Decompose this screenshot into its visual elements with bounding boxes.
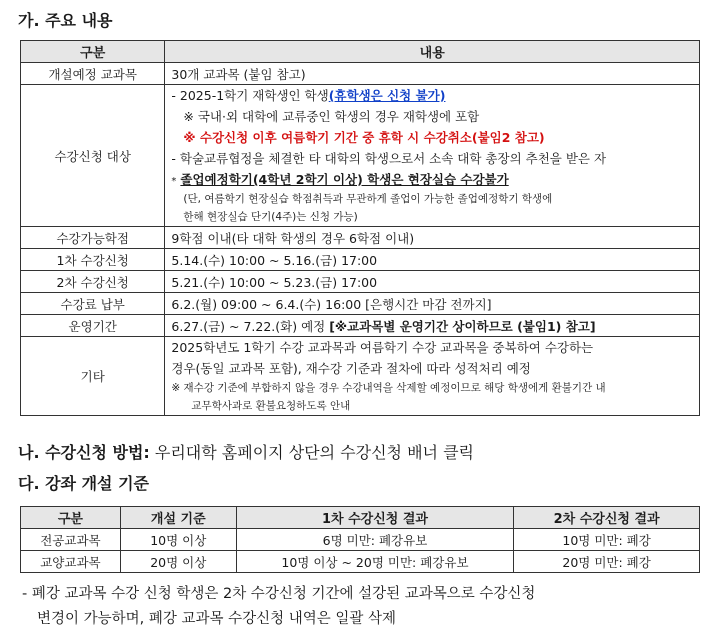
table-row bbox=[21, 529, 700, 551]
table-cell: 전공교과목 bbox=[21, 529, 121, 551]
row-label: 수강료 납부 bbox=[21, 293, 165, 315]
table-header-row bbox=[21, 41, 700, 63]
other-line: 2025학년도 1학기 수강 교과목과 여름학기 수강 교과목을 중복하여 수강하는 bbox=[171, 340, 594, 355]
refund-note: ※ 재수강 기준에 부합하지 않을 경우 수강내역을 삭제할 예정이므로 해당 학생에게 환불기간 내 bbox=[171, 382, 606, 394]
section-b-text: 우리대학 홈페이지 상단의 수강신청 배너 클릭 bbox=[149, 443, 474, 462]
header-first-result: 1차 수강신청 결과 bbox=[236, 507, 514, 529]
internship-exception-2: 한해 현장실습 단기(4주)는 신청 가능) bbox=[183, 211, 358, 223]
row-content bbox=[165, 85, 700, 227]
section-c-heading: 다. 강좌 개설 기준 bbox=[18, 474, 149, 493]
row-label: 1차 수강신청 bbox=[21, 249, 165, 271]
row-content: 5.21.(수) 10:00 ~ 5.23.(금) 17:00 bbox=[165, 271, 700, 293]
row-label: 개설예정 교과목 bbox=[21, 63, 165, 85]
row-label: 운영기간 bbox=[21, 315, 165, 337]
table-cell: 10명 이상 ~ 20명 미만: 폐강유보 bbox=[236, 551, 514, 573]
row-content: 9학점 이내(타 대학 학생의 경우 6학점 이내) bbox=[165, 227, 700, 249]
eligibility-line bbox=[171, 85, 699, 106]
table-row bbox=[21, 337, 700, 416]
asterisk-mark: * bbox=[171, 176, 177, 187]
internship-line bbox=[171, 169, 699, 190]
table-row bbox=[21, 271, 700, 293]
section-b-title: 나. 수강신청 방법: bbox=[18, 443, 150, 462]
withdrawal-warning: ※ 수강신청 이후 여름학기 기간 중 휴학 시 수강취소(붙임2 참고) bbox=[183, 130, 545, 145]
period-dates: 6.27.(금) ~ 7.22.(화) 예정 bbox=[171, 318, 330, 334]
table-cell: 교양교과목 bbox=[21, 551, 121, 573]
table-cell: 10명 미만: 폐강 bbox=[514, 529, 700, 551]
row-label: 수강가능학점 bbox=[21, 227, 165, 249]
table-cell: 10명 이상 bbox=[120, 529, 236, 551]
table-cell: 6명 미만: 폐강유보 bbox=[236, 529, 514, 551]
table-row bbox=[21, 85, 700, 227]
table-row bbox=[21, 315, 700, 337]
row-label: 수강신청 대상 bbox=[21, 85, 165, 227]
table-row bbox=[21, 293, 700, 315]
other-line: 경우(동일 교과목 포함), 재수강 기준과 절차에 따라 성적처리 예정 bbox=[171, 361, 531, 376]
section-a-heading: 가. 주요 내용 bbox=[18, 11, 113, 30]
partner-university-line: - 학술교류협정을 체결한 타 대학의 학생으로서 소속 대학 총장의 추천을 받은 자 bbox=[171, 151, 607, 166]
internship-exception-1: (단, 여름학기 현장실습 학점취득과 무관하게 졸업이 가능한 졸업예정학기 학생에 bbox=[183, 193, 553, 205]
section-b-heading bbox=[18, 440, 474, 463]
row-content: 30개 교과목 (붙임 참고) bbox=[165, 63, 700, 85]
course-criteria-table bbox=[20, 506, 700, 573]
table-row bbox=[21, 551, 700, 573]
header-category: 구분 bbox=[21, 41, 165, 63]
table-row bbox=[21, 63, 700, 85]
cancellation-note-2: 변경이 가능하며, 폐강 교과목 수강신청 내역은 일괄 삭제 bbox=[37, 611, 397, 627]
row-content: 5.14.(수) 10:00 ~ 5.16.(금) 17:00 bbox=[165, 249, 700, 271]
cancellation-note-1: - 폐강 교과목 수강 신청 학생은 2차 수강신청 기간에 설강된 교과목으로 수강신청 bbox=[22, 586, 536, 602]
header-second-result: 2차 수강신청 결과 bbox=[514, 507, 700, 529]
row-content: 6.2.(월) 09:00 ~ 6.4.(수) 16:00 [은행시간 마감 전까지] bbox=[165, 293, 700, 315]
row-label: 2차 수강신청 bbox=[21, 271, 165, 293]
table-header-row bbox=[21, 507, 700, 529]
row-content bbox=[165, 337, 700, 416]
header-criteria: 개설 기준 bbox=[120, 507, 236, 529]
table-row bbox=[21, 227, 700, 249]
eligibility-text: - 2025-1학기 재학생인 학생 bbox=[171, 88, 329, 103]
exchange-note: ※ 국내·외 대학에 교류중인 학생의 경우 재학생에 포함 bbox=[183, 109, 480, 124]
internship-restriction: 졸업예정학기(4학년 2학기 이상) 학생은 현장실습 수강불가 bbox=[180, 172, 509, 187]
table-row bbox=[21, 249, 700, 271]
period-note: [※교과목별 운영기간 상이하므로 (붙임1) 참고] bbox=[329, 318, 596, 334]
row-label: 기타 bbox=[21, 337, 165, 416]
refund-note-cont: 교무학사과로 환불요청하도록 안내 bbox=[191, 400, 351, 412]
table-cell: 20명 이상 bbox=[120, 551, 236, 573]
row-content bbox=[165, 315, 700, 337]
main-info-table bbox=[20, 40, 700, 416]
leave-student-note: (휴학생은 신청 불가) bbox=[328, 88, 446, 103]
table-cell: 20명 미만: 폐강 bbox=[514, 551, 700, 573]
header-content: 내용 bbox=[165, 41, 700, 63]
header-category: 구분 bbox=[21, 507, 121, 529]
